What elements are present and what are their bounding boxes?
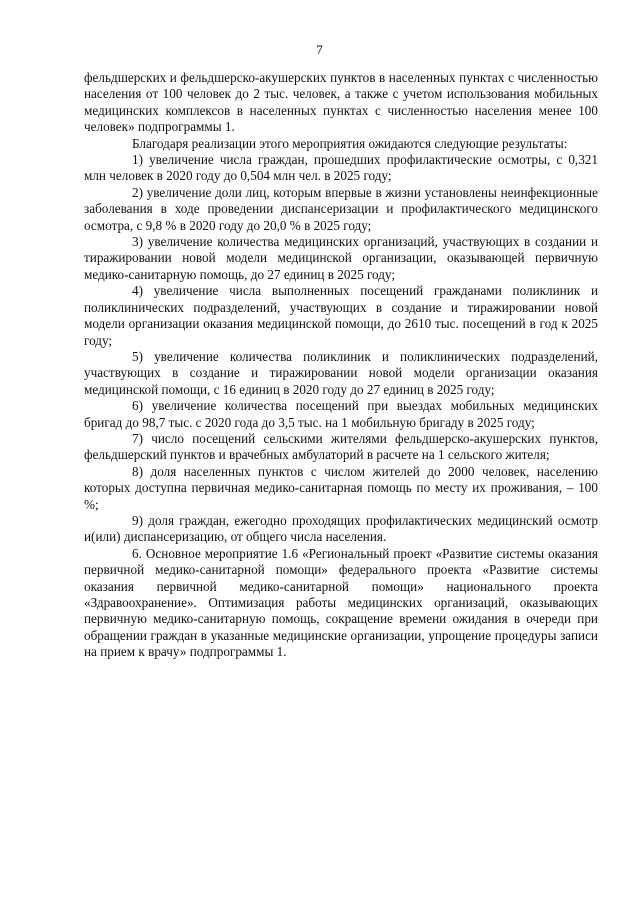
result-item-2: 2) увеличение доли лиц, которым впервые в жизни установлены неинфекционные заболевания в ходе проведении диспансеризации и профилактического медицинского осмотра, с 9,8 % в 2020 году до 20,0 % в 2025 году; bbox=[84, 184, 598, 233]
page-number: 7 bbox=[316, 42, 323, 57]
paragraph-continuation: фельдшерских и фельдшерско-акушерских пунктов в населенных пунктах с численностью населения от 100 человек до 2 тыс. человек, а также с учетом использования мобильных медицинских комплексов в населенных пунктах с численностью населения менее 100 человек» подпрограммы 1. bbox=[84, 70, 598, 135]
paragraph-main-activity-1-6: 6. Основное мероприятие 1.6 «Региональный проект «Развитие системы оказания первичной медико-санитарной помощи» федерального проекта «Развитие системы оказания первичной медико-санитарной помощи» национального проекта «Здравоохранение». Оптимизация работы медицинских организаций, оказывающих первичную медико-санитарную помощь, сокращение времени ожидания в очереди при обращении граждан в указанные медицинские организации, упрощение процедуры записи на прием к врачу» подпрограммы 1. bbox=[84, 545, 598, 660]
result-item-6: 6) увеличение количества посещений при выездах мобильных медицинских бригад до 98,7 тыс. с 2020 года до 3,5 тыс. на 1 мобильную бригаду в 2025 году; bbox=[84, 398, 598, 430]
result-item-8: 8) доля населенных пунктов с числом жителей до 2000 человек, населению которых доступна первичная медико-санитарная помощь по месту их проживания, – 100 %; bbox=[84, 463, 598, 512]
result-item-3: 3) увеличение количества медицинских организаций, участвующих в создании и тиражировании новой модели медицинской организации, оказывающей первичную медико-санитарную помощь, до 27 единиц в 2025 году; bbox=[84, 234, 598, 282]
result-item-4: 4) увеличение числа выполненных посещений гражданами поликлиник и поликлинических подразделений, участвующих в создание и тиражировании новой модели организации оказания медицинской помощи, до 2610 тыс. посещений в год к 2025 году; bbox=[84, 283, 598, 348]
result-item-1: 1) увеличение числа граждан, прошедших профилактические осмотры, с 0,321 млн человек в 2020 году до 0,504 млн чел. в 2025 году; bbox=[84, 152, 598, 184]
document-body bbox=[84, 70, 598, 661]
paragraph-results-intro: Благодаря реализации этого мероприятия ожидаются следующие результаты: bbox=[132, 135, 568, 151]
result-item-5: 5) увеличение количества поликлиник и поликлинических подразделений, участвующих в создание и тиражировании новой модели организации оказания медицинской помощи, с 16 единиц в 2020 году до 27 единиц в 2025 году; bbox=[84, 348, 598, 397]
result-item-9: 9) доля граждан, ежегодно проходящих профилактических медицинский осмотр и(или) диспансеризацию, от общего числа населения. bbox=[84, 512, 598, 545]
result-item-7: 7) число посещений сельскими жителями фельдшерско-акушерских пунктов, фельдшерский пунктов и врачебных амбулаторий в расчете на 1 сельского жителя; bbox=[84, 430, 598, 463]
